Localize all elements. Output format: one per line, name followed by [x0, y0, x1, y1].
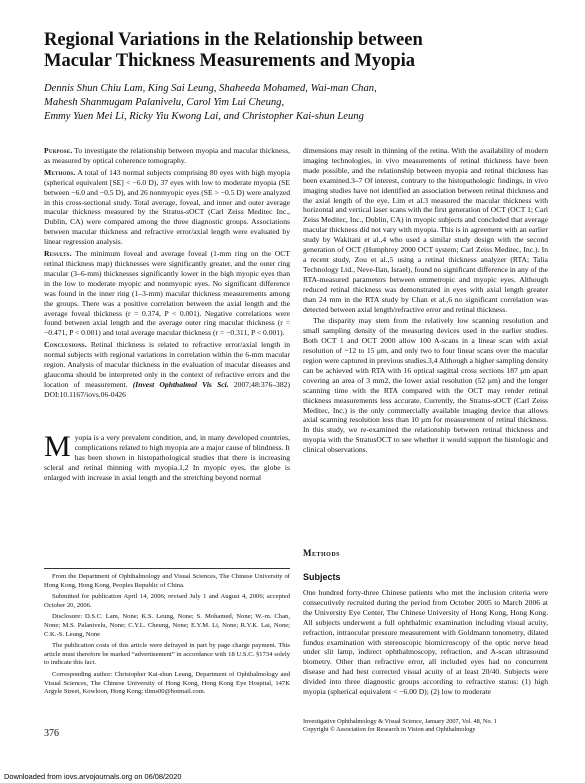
citation-details: 2007;48:376–382) DOI:10.1167/iovs.06-0426	[44, 379, 290, 399]
title-line-2: Macular Thickness Measurements and Myopia	[44, 51, 416, 71]
title-line-1: Regional Variations in the Relationship between	[44, 30, 423, 50]
author-line-3: Emmy Yuen Mei Li, Ricky Yiu Kwong Lai, and Christopher Kai-shun Leung	[44, 110, 364, 122]
footnote-corresponding: Corresponding author: Christopher Kai-shun Leung, Department of Ophthalmology and Visual Sciences, The Chinese University of Hong Kong, Hong Kong Eye Hospital, 147K Argyle Street, Kowloon, Hong Kong; tlims00@hotmail.com.	[44, 670, 290, 696]
footnote-charges: The publication costs of this article were defrayed in part by page charge payment. This article must therefore be marked “advertisement” in accordance with 18 U.S.C. §1734 solely to indicate this fact.	[44, 642, 290, 667]
conclusions-text: Retinal thickness is related to refractive error/axial length in normal subjects with regional variations in correlation within the 6-mm macular region. Analysis of macular thickness in the evaluation of macular diseases and glaucoma should be interpreted only in the context of refractive errors and the location of measurement.	[44, 340, 290, 389]
subjects-paragraph: One hundred forty-three Chinese patients who met the inclusion criteria were consecutively recruited during the period from October 2005 to March 2006 at the University Eye Center, The Chinese University of Hong Kong, Hong Kong. All subjects underwent a full ophthalmic examination including visual acuity, refraction, intraocular pressure measurement with Goldmann tonometry, dilated fundus examination with stereoscopic biomicroscopy of the optic nerve head under slit lamp, indirect ophthalmoscopy, refraction, and A-scan ultrasound biometry. Other than refractive error, all included eyes had no concurrent disease and had best corrected visual acuity of at least 20/40. Subjects were divided into three diagnostic groups according to refractive status: (1) high myopia (spherical equivalent < −6.00 D); (2) low to moderate	[303, 588, 548, 697]
abstract-methods	[44, 168, 290, 247]
section-heading-methods: Methods	[303, 548, 341, 558]
body-paragraph-1: dimensions may result in thinning of the retina. With the availability of modern imaging technologies, in vivo measurements of retinal thickness have been made possible, and the relationship between myopia and retinal thickness has been examined.3–7 Of interest, contrary to the histopathologic findings, in vivo imaging studies have not identified an association between retinal thickness and the axial length of the eye. Lim et al.3 measured the macular thickness with horizontal and vertical laser scans with the first generation of OCT (OCT 1; Carl Zeiss Meditec, Inc., Dublin, CA) in myopic subjects and concluded that average macular thickness did not vary with myopia. This is in agreement with an earlier study by Wakitani et al.,4 who used a similar study design with the second generation of OCT (Humphrey 2000 OCT system; Carl Zeiss Meditec, Inc.). In a recent study, Zou et al.,5 using a retinal thickness analyzer (RTA; Talia Technology Ltd., Neve-Ilan, Israel), found no significant difference in any of the RTA-measured parameters between emmetropic and myopic eyes. Although reduced retinal thickness was demonstrated in eyes with axial length greater than 24 mm in the RTA study by Chan et al.,6 no significant correlation was detected between axial length/refractive error and retinal thickness.	[303, 146, 548, 314]
subsection-heading-subjects: Subjects	[303, 572, 341, 582]
journal-citation: Investigative Ophthalmology & Visual Science, January 2007, Vol. 48, No. 1	[303, 718, 497, 725]
journal-footer	[303, 718, 553, 735]
footnote-disclosure: Disclosure: D.S.C. Lam, None; K.S. Leung, None; S. Mohamed, None; W.-m. Chan, None; M.S. Palanivelu, None; C.Y.L. Cheung, None; E.Y.M. Li, None; R.Y.K. Lai, None; C.K.-S. Leung, None	[44, 613, 290, 638]
page-number: 376	[44, 728, 59, 739]
footnote-affiliation: From the Department of Ophthalmology and Visual Sciences, The Chinese University of Hong Kong, Hong Kong, Peoples Republic of China.	[44, 573, 290, 589]
methods-label: Methods.	[44, 167, 76, 177]
conclusions-label: Conclusions.	[44, 340, 87, 350]
download-watermark: Downloaded from iovs.arvojournals.org on 06/08/2020	[4, 772, 182, 781]
introduction-paragraph	[44, 430, 290, 483]
abstract	[44, 146, 290, 402]
methods-text: A total of 143 normal subjects comprising 80 eyes with high myopia (spherical equivalent [SE] < −6.0 D), 37 eyes with low to moderate myopia (SE between −6.0 and −0.5 D), and 26 nonmyopic eyes (SE > −0.5 D) were analyzed in this cross-sectional study. Total average, foveal, and inner and outer average macular thickness measured by the Stratus-sOCT (Carl Zeiss Meditec Inc., Dublin, CA) were compared among the three diagnostic groups. Associations between macular thickness and refractive error/axial length were evaluated by linear regression analysis.	[44, 167, 290, 247]
footnotes	[44, 573, 290, 700]
author-line-2: Mahesh Shanmugam Palanivelu, Carol Yim Lui Cheung,	[44, 96, 285, 108]
footnote-divider	[44, 568, 290, 569]
purpose-text: To investigate the relationship between myopia and macular thickness, as measured by optical coherence tomography.	[44, 146, 290, 165]
author-list	[44, 82, 544, 123]
right-column-body	[303, 146, 548, 457]
results-text: The minimum foveal and average foveal (1-mm ring on the OCT retinal thickness map) thicknesses were significantly greater, and the outer ring macular (3–6-mm) thicknesses significantly lower in the high myopic eyes than in the low to moderate myopic and nonmyopic eyes. No significant difference was found in the inner ring (1–3-mm) macular thickness measurements among the groups. There was a positive correlation between the axial length and the average foveal thickness (r = 0.374, P < 0.001). Negative correlations were found between axial length and the average outer ring macular thickness (r = −0.471, P < 0.001) and total average macular thickness (r = −0.311, P < 0.001).	[44, 249, 290, 338]
purpose-label: Purpose.	[44, 146, 73, 155]
author-line-1: Dennis Shun Chiu Lam, King Sai Leung, Shaheeda Mohamed, Wai-man Chan,	[44, 83, 377, 94]
abstract-conclusions	[44, 340, 290, 399]
journal-copyright: Copyright © Association for Research in Vision and Ophthalmology	[303, 726, 476, 734]
footnote-submitted: Submitted for publication April 14, 2006; revised July 1 and August 4, 2006; accepted October 20, 2006.	[44, 593, 290, 609]
drop-cap: M	[44, 430, 71, 463]
body-paragraph-2: The disparity may stem from the relatively low scanning resolution and small sampling density of the measuring devices used in the earlier studies. Both OCT 1 and OCT 2000 allow 100 A-scans in a linear scan with axial resolution of ~12 to 15 μm, and only two to four linear scans over the macular region were captured in previous studies.3,4 Although a higher sampling density can be achieved with RTA with 16 optical sagittal cross sections 187 μm apart covering an area of 3 mm2, the lower axial resolution (52 μm) and the longer scanning time with the RTA compared with the OCT may render retinal thickness measurements less accurate. Currently, the Stratus-sOCT (Carl Zeiss Meditec, Inc.) is the only commercially available imaging device that allows axial scanning resolution less than 10 μm for measurement of retinal thickness. In this study, we re-examined the relationship between retinal thickness and myopia with the StratusOCT to see whether it would support the histologic and clinical observations.	[303, 316, 548, 455]
results-label: Results.	[44, 249, 72, 259]
citation-journal: (Invest Ophthalmol Vis Sci.	[132, 379, 229, 389]
intro-text: yopia is a very prevalent condition, and, in many developed countries, complications related to high myopia are a major cause of blindness. It has been shown in histopathological studies that there is increasing scleral and retinal thinning with myopia.1,2 In myopic eyes, the globe is enlarged with increase in axial length and the stretching beyond normal	[44, 433, 290, 482]
abstract-results	[44, 249, 290, 338]
abstract-purpose	[44, 146, 290, 166]
article-title	[44, 30, 544, 72]
